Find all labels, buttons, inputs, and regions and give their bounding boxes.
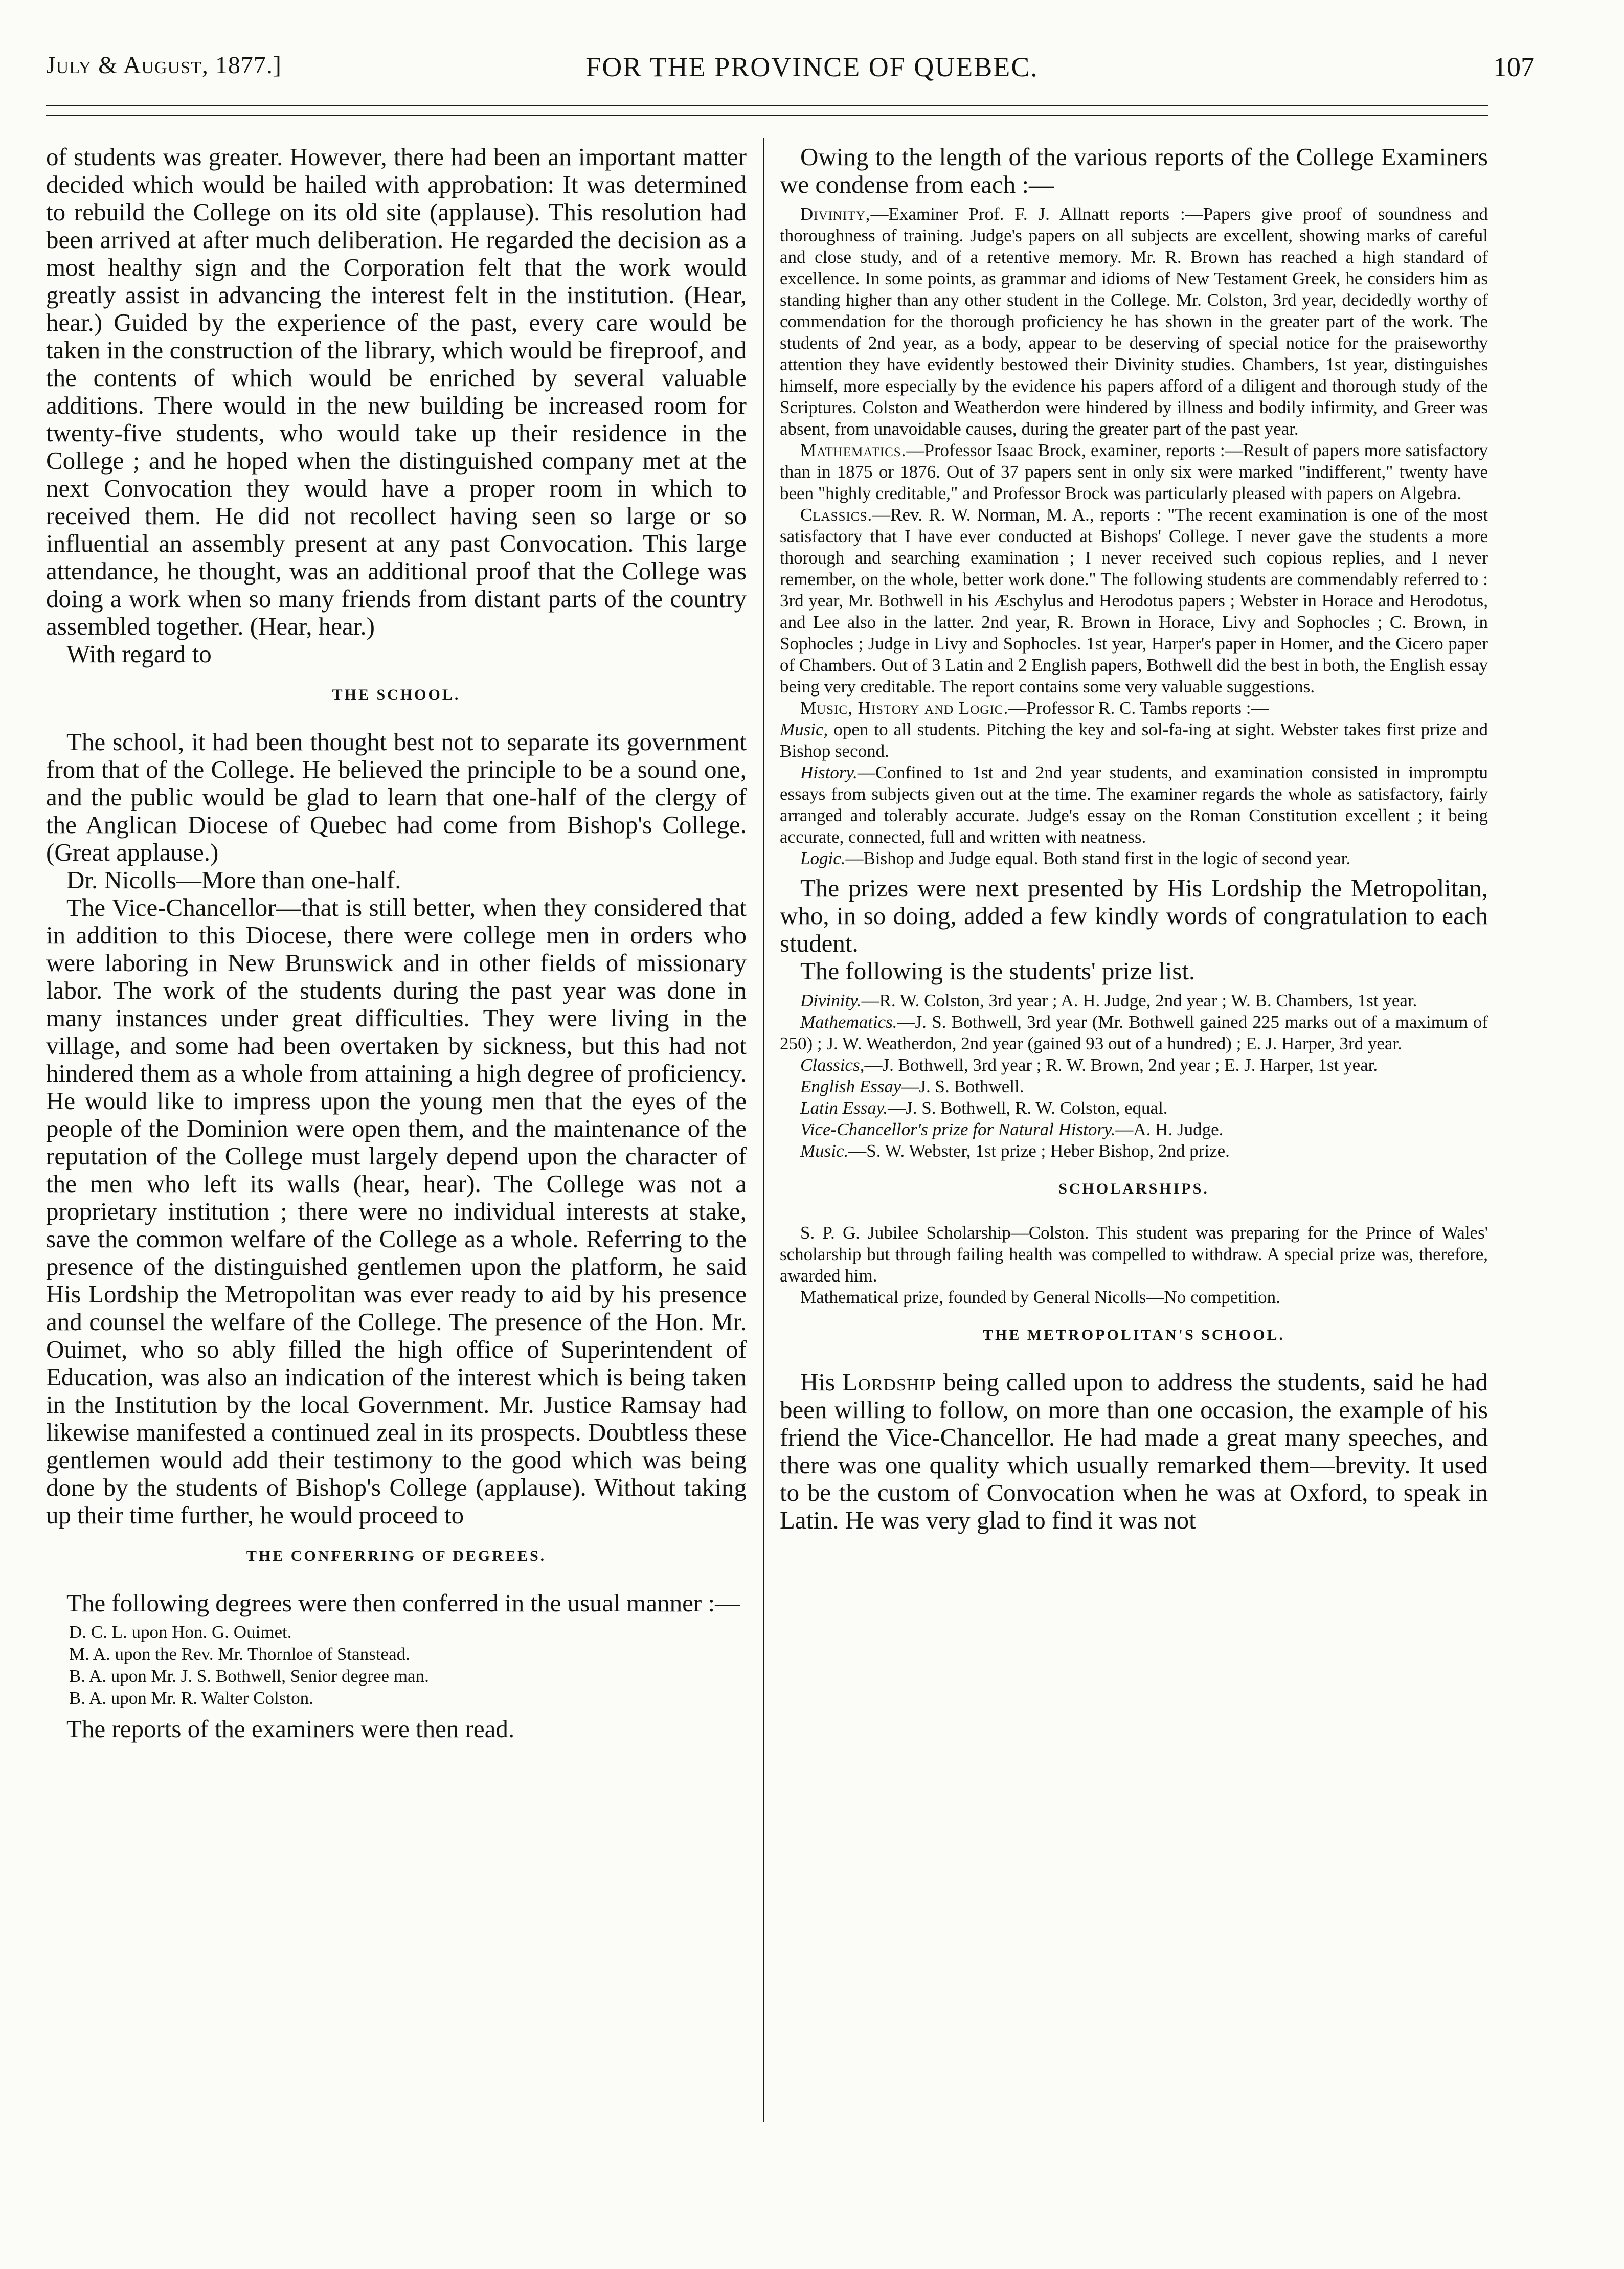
list-item: D. C. L. upon Hon. G. Ouimet.	[69, 1622, 292, 1642]
prize-text: —S. W. Webster, 1st prize ; Heber Bishop, 2nd prize.	[848, 1141, 1230, 1161]
section-heading-metropolitans-school: THE METROPOLITAN'S SCHOOL.	[982, 1327, 1285, 1343]
report-text: —Professor Isaac Brock, examiner, reports :—Result of papers more satisfactory than in 1875 or 1876. Out of 37 papers sent in only six were marked "indifferent," twenty have been "highly creditable," and Professor Brock was particularly pleased with papers on Algebra.	[780, 440, 1488, 503]
report-logic	[780, 848, 1488, 869]
text-run: His	[800, 1368, 843, 1396]
running-title: FOR THE PROVINCE OF QUEBEC.	[585, 52, 1039, 82]
header-rule	[46, 105, 1488, 106]
prize-text: —J. S. Bothwell, R. W. Colston, equal.	[888, 1098, 1168, 1118]
degrees-list	[46, 1621, 747, 1709]
prize-entry	[780, 1076, 1488, 1097]
paragraph: S. P. G. Jubilee Scholarship—Colston. This student was preparing for the Prince of Wales' scholarship but through failing health was compelled to withdraw. A special prize was, therefore, awarded him.	[780, 1223, 1488, 1286]
report-divinity	[780, 204, 1488, 440]
list-item: B. A. upon Mr. R. Walter Colston.	[69, 1688, 313, 1708]
paragraph: The following is the students' prize list.	[800, 957, 1196, 985]
section-heading-school: THE SCHOOL.	[332, 686, 461, 703]
page-number: 107	[1493, 52, 1535, 82]
paragraph: The Vice-Chancellor—that is still better, when they considered that in addition to this Diocese, there were college men in orders who were laboring in New Brunswick and in other fields of missionary labor. The work of the students during the past year was done in many instances under great difficulties. They were living in the village, and some had been overtaken by sickness, but this had not hindered them as a whole from attaining a high degree of proficiency. He would like to impress upon the young men that the eyes of the people of the Dominion were open them, and the maintenance of the reputation of the College must largely depend upon the character of the men who left its walls (hear, hear). The College was not a proprietary institution ; there were no individual interests at stake, save the common welfare of the College as a whole. Referring to the presence of the distinguished gentlemen upon the platform, he said His Lordship the Metropolitan was ever ready to aid by his presence and counsel the welfare of the College. The presence of the Hon. Mr. Ouimet, who so ably filled the high office of Superintendent of Education, was also an indication of the interest which is being taken in the Institution by the local Government. Mr. Justice Ramsay had likewise manifested a continued zeal in its prospects. Doubtless these gentlemen would add their testimony to the good which was being done by the students of Bishop's College (applause). Without taking up their time further, he would proceed to	[46, 893, 747, 1529]
prize-entry	[780, 1140, 1488, 1162]
prize-label: Classics,	[800, 1055, 865, 1075]
prize-text: —R. W. Colston, 3rd year ; A. H. Judge, 2nd year ; W. B. Chambers, 1st year.	[861, 991, 1417, 1010]
paragraph: The reports of the examiners were then read.	[66, 1715, 515, 1743]
prize-entry	[780, 1054, 1488, 1076]
report-music-history-logic	[780, 698, 1488, 719]
report-label: Music, History and Logic.	[800, 698, 1009, 718]
prize-text: —J. Bothwell, 3rd year ; R. W. Brown, 2nd year ; E. J. Harper, 1st year.	[864, 1055, 1378, 1075]
list-item: B. A. upon Mr. J. S. Bothwell, Senior degree man.	[69, 1666, 429, 1686]
prize-text: —A. H. Judge.	[1115, 1119, 1224, 1139]
report-text: —Bishop and Judge equal. Both stand first in the logic of second year.	[845, 848, 1351, 868]
section-heading-degrees: THE CONFERRING OF DEGREES.	[246, 1547, 547, 1564]
paragraph: The following degrees were then conferred in the usual manner :—	[66, 1589, 740, 1617]
column-divider	[763, 138, 764, 2122]
prize-entry	[780, 1012, 1488, 1054]
prize-text: —J. S. Bothwell, 3rd year (Mr. Bothwell gained 225 marks out of a maximum of 250) ; J. W. Weatherdon, 2nd year (gained 93 out of a hundred) ; E. J. Harper, 3rd year.	[780, 1012, 1488, 1053]
issue-date: July & August, 1877.]	[46, 52, 282, 79]
paragraph: Owing to the length of the various reports of the College Examiners we condense from each :—	[780, 143, 1488, 198]
page-header	[0, 51, 1624, 97]
left-column	[46, 143, 747, 1743]
prize-label: Latin Essay.	[800, 1098, 888, 1118]
prize-label: Mathematics.	[800, 1012, 897, 1032]
paragraph: Mathematical prize, founded by General Nicolls—No competition.	[800, 1287, 1280, 1307]
report-music	[780, 719, 1488, 762]
report-label: Logic.	[800, 848, 846, 868]
list-item: M. A. upon the Rev. Mr. Thornloe of Stanstead.	[69, 1644, 410, 1664]
paragraph: With regard to	[66, 640, 212, 668]
report-label: Classics.	[800, 505, 873, 525]
report-text: —Rev. R. W. Norman, M. A., reports : "The recent examination is one of the most satisfactory that I have ever conducted at Bishops' College. I never gave the students a more thorough and searching examination ; I never received such copious replies, and I never remember, on the whole, better work done." The following students are commendably referred to : 3rd year, Mr. Bothwell in his Æschylus and Herodotus papers ; Webster in Horace and Herodotus, and Lee also in the latter. 2nd year, R. Brown in Horace, Livy and Sophocles ; C. Brown, in Sophocles ; Judge in Livy and Sophocles. 1st year, Harper's paper in Homer, and the Cicero paper of Chambers. Out of 3 Latin and 2 English papers, Bothwell did the best in both, the English essay being very creditable. The report contains some very valuable suggestions.	[780, 505, 1488, 697]
report-history	[780, 762, 1488, 848]
prize-label: Vice-Chancellor's prize for Natural History.	[800, 1119, 1116, 1139]
report-label: Mathematics.	[800, 440, 907, 460]
prize-label: Divinity.	[800, 991, 862, 1010]
prize-entry	[780, 1119, 1488, 1140]
header-rule-thin	[46, 115, 1488, 116]
report-text: —Confined to 1st and 2nd year students, and examination consisted in impromptu essays from subjects given out at the time. The examiner regards the whole as satisfactory, fairly arranged and tolerably accurate. Judge's essay on the Roman Constitution excellent ; it being accurate, connected, full and written with neatness.	[780, 762, 1488, 847]
report-label: History.	[800, 762, 858, 782]
report-label: Music,	[780, 720, 828, 739]
prize-entry	[780, 990, 1488, 1012]
report-label: Divinity,	[800, 204, 871, 224]
right-column	[780, 143, 1488, 1534]
prize-label: Music.	[800, 1141, 849, 1161]
paragraph	[780, 1368, 1488, 1534]
paragraph: The school, it had been thought best not to separate its government from that of the College. He believed the principle to be a sound one, and the public would be glad to learn that one-half of the clergy of the Anglican Diocese of Quebec had come from Bishop's College. (Great applause.)	[46, 728, 747, 866]
paragraph: Dr. Nicolls—More than one-half.	[66, 866, 401, 894]
prize-entry	[780, 1097, 1488, 1119]
text-run: Lordship	[842, 1368, 936, 1396]
paragraph: of students was greater. However, there had been an important matter decided which would be hailed with approbation: It was determined to rebuild the College on its old site (applause). This resolution had been arrived at after much deliberation. He regarded the decision as a most healthy sign and the Corporation felt that the work would greatly assist in advancing the interest felt in the institution. (Hear, hear.) Guided by the experience of the past, every care would be taken in the construction of the library, which would be fireproof, and the contents of which would be enriched by several valuable additions. There would in the new building be increased room for twenty-five students, who would take up their residence in the College ; and he hoped when the distinguished company met at the next Convocation they would have a proper room in which to received them. He did not recollect having seen so large or so influential an assembly present at any past Convocation. This large attendance, he thought, was an additional proof that the College was doing a work when so many friends from distant parts of the country assembled together. (Hear, hear.)	[46, 143, 747, 640]
report-text: —Examiner Prof. F. J. Allnatt reports :—Papers give proof of soundness and thoroughness of training. Judge's papers on all subjects are excellent, showing marks of careful and close study, and of a retentive memory. Mr. R. Brown has reached a high standard of excellence. In some points, as grammar and idioms of New Testament Greek, he considers him as standing higher than any other student in the College. Mr. Colston, 3rd year, decidedly worthy of commendation for the thorough proficiency he has shown in the greater part of the work. The students of 2nd year, as a body, appear to be deserving of special notice for the praiseworthy attention they have evidently bestowed their Divinity studies. Chambers, 1st year, distinguishes himself, more especially by the evidence his papers afford of a diligent and thorough study of the Scriptures. Colston and Weatherdon were hindered by illness and bodily infirmity, and Greer was absent, from unavoidable causes, during the greater part of the past year.	[780, 204, 1488, 439]
prize-label: English Essay	[800, 1076, 901, 1096]
text-run: being called upon to address the students, said he had been willing to follow, on more than one occasion, the example of his friend the Vice-Chancellor. He had made a great many speeches, and there was one quality which usually remarked them—brevity. It used to be the custom of Convocation when he was at Oxford, to speak in Latin. He was very glad to find it was not	[780, 1368, 1488, 1534]
section-heading-scholarships: SCHOLARSHIPS.	[1058, 1180, 1209, 1197]
paragraph: The prizes were next presented by His Lordship the Metropolitan, who, in so doing, added a few kindly words of congratulation to each student.	[780, 874, 1488, 957]
report-text: —Professor R. C. Tambs reports :—	[1008, 698, 1269, 718]
prize-text: —J. S. Bothwell.	[901, 1076, 1024, 1096]
report-classics	[780, 504, 1488, 698]
report-mathematics	[780, 440, 1488, 504]
report-text: open to all students. Pitching the key and sol-fa-ing at sight. Webster takes first prize and Bishop second.	[780, 720, 1488, 761]
